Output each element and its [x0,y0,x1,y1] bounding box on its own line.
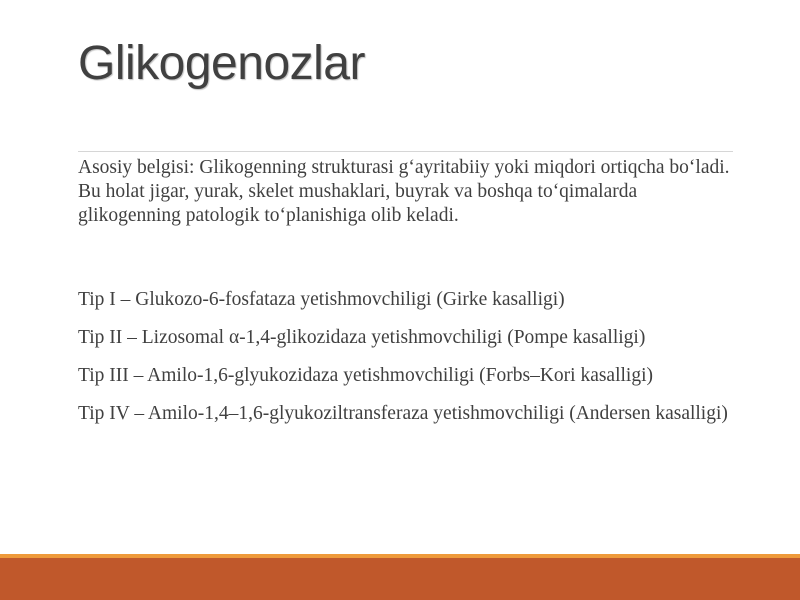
slide-body [78,156,738,440]
type-item-4: Tip IV – Amilo-1,4–1,6-glyukoziltransferaza yetishmovchiligi (Andersen kasalligi) [78,403,728,424]
type-item-3: Tip III – Amilo-1,6-glyukozidaza yetishmovchiligi (Forbs–Kori kasalligi) [78,365,654,386]
type-item-2: Tip II – Lizosomal α-1,4-glikozidaza yetishmovchiligi (Pompe kasalligi) [78,327,646,348]
slide-title: Glikogenozlar [78,37,365,90]
footer-bar [0,558,800,600]
title-divider [78,151,733,152]
type-item-1: Tip I – Glukozo-6-fosfataza yetishmovchiligi (Girke kasalligi) [78,289,565,310]
intro-paragraph: Asosiy belgisi: Glikogenning strukturasi g‘ayritabiiy yoki miqdori ortiqcha bo‘ladi. Bu holat jigar, yurak, skelet mushaklari, buyrak va boshqa to‘qimalarda glikogenning patologik to‘planishiga olib keladi. [78,157,730,226]
